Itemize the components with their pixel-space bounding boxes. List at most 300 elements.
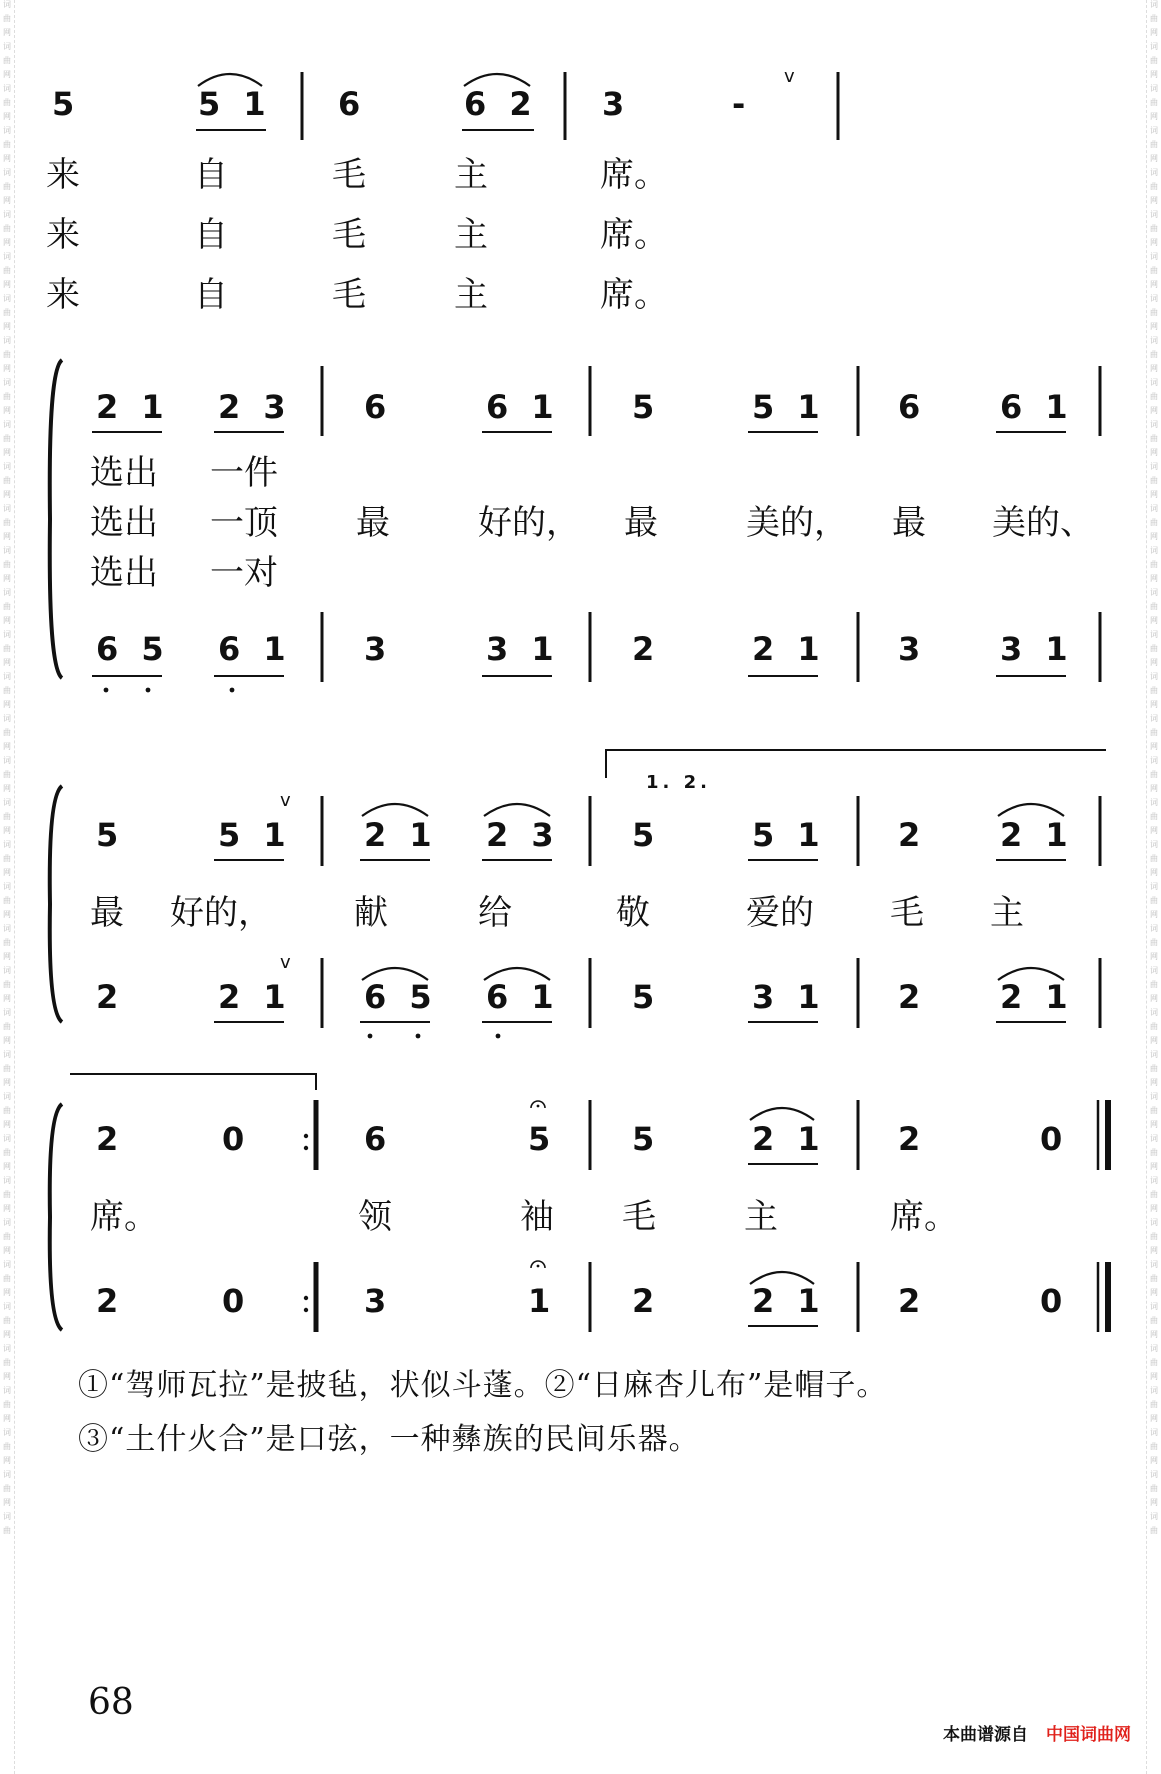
source-credit <box>943 1720 1131 1745</box>
watermark-glyph: 曲 <box>1150 224 1158 233</box>
watermark-glyph: 网 <box>1150 784 1158 793</box>
note: 6 5 <box>364 978 438 1016</box>
watermark-glyph: 网 <box>1150 952 1158 961</box>
watermark-glyph: 网 <box>1150 1120 1158 1129</box>
watermark-glyph: 曲 <box>1150 812 1158 821</box>
slur <box>484 804 550 816</box>
watermark-glyph: 曲 <box>1150 1106 1158 1115</box>
watermark-glyph: 词 <box>3 1092 11 1101</box>
note: 6 5 <box>96 630 170 668</box>
watermark-glyph: 曲 <box>3 518 11 527</box>
slur <box>998 804 1064 816</box>
watermark-glyph: 词 <box>3 1386 11 1395</box>
watermark-glyph: 网 <box>1150 1204 1158 1213</box>
note: 5 <box>528 1120 557 1158</box>
octave-dot <box>146 688 151 693</box>
watermark-glyph: 词 <box>1150 1302 1158 1311</box>
watermark-glyph: 网 <box>3 700 11 709</box>
first-ending-bracket <box>70 1074 316 1090</box>
watermark-glyph: 词 <box>3 1344 11 1353</box>
watermark-glyph: 网 <box>3 1246 11 1255</box>
watermark-glyph: 网 <box>1150 742 1158 751</box>
watermark-glyph: 曲 <box>3 476 11 485</box>
note: 2 1 <box>752 1120 826 1158</box>
watermark-glyph: 词 <box>1150 756 1158 765</box>
watermark-glyph: 曲 <box>1150 1442 1158 1451</box>
watermark-glyph: 网 <box>1150 1456 1158 1465</box>
watermark-glyph: 词 <box>3 882 11 891</box>
note: 5 1 <box>752 388 826 426</box>
watermark-glyph: 词 <box>1150 798 1158 807</box>
lyric: 爱的 <box>746 893 814 933</box>
note: 0 <box>1040 1282 1069 1320</box>
watermark-glyph: 曲 <box>3 896 11 905</box>
lyric: 最 <box>892 503 926 543</box>
watermark-glyph: 词 <box>3 1302 11 1311</box>
lyric: 领 <box>358 1197 392 1237</box>
watermark-glyph: 网 <box>3 826 11 835</box>
watermark-glyph: 网 <box>1150 700 1158 709</box>
watermark-glyph: 网 <box>3 574 11 583</box>
note: 6 <box>898 388 927 426</box>
watermark-glyph: 曲 <box>1150 1526 1158 1535</box>
lyric: 选出 <box>90 553 158 593</box>
watermark-glyph: 词 <box>3 378 11 387</box>
watermark-glyph: 词 <box>3 672 11 681</box>
note: 6 1 <box>1000 388 1074 426</box>
lyric: 给 <box>478 893 512 933</box>
watermark-glyph: 曲 <box>3 434 11 443</box>
watermark-glyph: 曲 <box>1150 266 1158 275</box>
octave-dot <box>368 1034 373 1039</box>
lyric: 席。 <box>600 275 668 315</box>
note: - <box>732 85 752 123</box>
watermark-glyph: 词 <box>1150 336 1158 345</box>
watermark-glyph: 网 <box>1150 406 1158 415</box>
footnote-line-1: ①“驾师瓦拉”是披毡，状似斗蓬。②“日麻杏儿布”是帽子。 <box>78 1368 888 1403</box>
watermark-glyph: 曲 <box>3 1148 11 1157</box>
note: 6 <box>364 388 393 426</box>
watermark-glyph: 词 <box>1150 504 1158 513</box>
watermark-glyph: 网 <box>3 196 11 205</box>
watermark-glyph: 词 <box>3 0 11 9</box>
watermark-glyph: 曲 <box>1150 644 1158 653</box>
volta-label: 1. 2. <box>646 772 711 793</box>
watermark-glyph: 词 <box>3 1512 11 1521</box>
watermark-glyph: 网 <box>1150 1036 1158 1045</box>
system-brace <box>50 1104 62 1330</box>
note: 2 <box>96 978 125 1016</box>
lyric: 毛 <box>622 1197 656 1237</box>
watermark-glyph: 网 <box>3 616 11 625</box>
note: 6 1 <box>486 388 560 426</box>
lyric: 最 <box>624 503 658 543</box>
watermark-glyph: 词 <box>3 966 11 975</box>
watermark-glyph: 词 <box>1150 714 1158 723</box>
watermark-glyph: 词 <box>1150 546 1158 555</box>
watermark-glyph: 曲 <box>3 14 11 23</box>
lyric: 自 <box>194 215 228 255</box>
watermark-glyph: 曲 <box>1150 1400 1158 1409</box>
watermark-glyph: 词 <box>3 840 11 849</box>
note: 6 2 <box>464 85 538 123</box>
watermark-glyph: 曲 <box>3 686 11 695</box>
note: 3 <box>898 630 927 668</box>
note: 6 <box>338 85 367 123</box>
watermark-glyph: 网 <box>1150 1288 1158 1297</box>
note: 3 <box>364 1282 393 1320</box>
watermark-glyph: 曲 <box>1150 518 1158 527</box>
lyric: 选出 <box>90 503 158 543</box>
watermark-glyph: 曲 <box>3 1316 11 1325</box>
lyric: 美的， <box>746 503 848 543</box>
watermark-glyph: 词 <box>3 1134 11 1143</box>
watermark-glyph: 网 <box>1150 112 1158 121</box>
watermark-glyph: 曲 <box>1150 1274 1158 1283</box>
breath-mark: v <box>784 66 795 87</box>
watermark-glyph: 曲 <box>3 1274 11 1283</box>
watermark-glyph: 词 <box>3 1470 11 1479</box>
watermark-glyph: 词 <box>3 126 11 135</box>
watermark-glyph: 词 <box>3 756 11 765</box>
watermark-glyph: 网 <box>3 448 11 457</box>
watermark-glyph: 词 <box>1150 84 1158 93</box>
note: 2 1 <box>1000 978 1074 1016</box>
watermark-glyph: 词 <box>3 1260 11 1269</box>
watermark-glyph: 曲 <box>1150 980 1158 989</box>
watermark-glyph: 曲 <box>1150 308 1158 317</box>
watermark-glyph: 词 <box>1150 1092 1158 1101</box>
lyric: 袖 <box>520 1197 554 1237</box>
watermark-glyph: 网 <box>3 28 11 37</box>
footnote-line-2: ③“土什火合”是口弦，一种彝族的民间乐器。 <box>78 1422 700 1457</box>
lyric: 主 <box>990 893 1024 933</box>
watermark-glyph: 网 <box>1150 1372 1158 1381</box>
watermark-glyph: 网 <box>3 490 11 499</box>
watermark-glyph: 网 <box>3 910 11 919</box>
note: 6 <box>364 1120 393 1158</box>
slur <box>750 1108 814 1120</box>
watermark-glyph: 网 <box>3 1204 11 1213</box>
watermark-glyph: 曲 <box>3 1190 11 1199</box>
note: 5 <box>632 816 661 854</box>
system-brace <box>50 786 62 1022</box>
watermark-glyph: 网 <box>1150 868 1158 877</box>
watermark-glyph: 网 <box>3 154 11 163</box>
watermark-glyph: 网 <box>1150 280 1158 289</box>
watermark-glyph: 词 <box>1150 252 1158 261</box>
lyric: 主 <box>454 275 488 315</box>
watermark-glyph: 词 <box>3 504 11 513</box>
watermark-glyph: 词 <box>3 714 11 723</box>
watermark-glyph: 词 <box>1150 672 1158 681</box>
note: 2 1 <box>752 630 826 668</box>
note: 5 <box>632 388 661 426</box>
watermark-glyph: 曲 <box>3 224 11 233</box>
note: 2 1 <box>218 978 292 1016</box>
watermark-glyph: 网 <box>3 1330 11 1339</box>
watermark-glyph: 词 <box>3 84 11 93</box>
watermark-glyph: 词 <box>1150 588 1158 597</box>
watermark-glyph: 词 <box>3 168 11 177</box>
watermark-glyph: 网 <box>1150 1162 1158 1171</box>
watermark-glyph: 词 <box>3 1176 11 1185</box>
watermark-glyph: 网 <box>3 742 11 751</box>
watermark-glyph: 网 <box>1150 448 1158 457</box>
watermark-glyph: 网 <box>3 1372 11 1381</box>
system-brace <box>50 360 62 678</box>
lyric: 好的， <box>170 893 272 933</box>
watermark-glyph: 网 <box>3 1162 11 1171</box>
watermark-glyph: 网 <box>3 1456 11 1465</box>
note: 5 1 <box>752 816 826 854</box>
watermark-glyph: 词 <box>3 420 11 429</box>
watermark-glyph: 曲 <box>1150 896 1158 905</box>
watermark-glyph: 词 <box>3 252 11 261</box>
watermark-glyph: 曲 <box>3 56 11 65</box>
watermark-glyph: 曲 <box>1150 854 1158 863</box>
watermark-glyph: 词 <box>1150 1134 1158 1143</box>
octave-dot <box>104 688 109 693</box>
watermark-glyph: 曲 <box>1150 686 1158 695</box>
watermark-glyph: 网 <box>3 994 11 1003</box>
watermark-glyph: 网 <box>3 1288 11 1297</box>
octave-dot <box>230 688 235 693</box>
watermark-glyph: 网 <box>3 532 11 541</box>
watermark-glyph: 网 <box>3 238 11 247</box>
note: 2 <box>898 816 927 854</box>
watermark-glyph: 词 <box>1150 1428 1158 1437</box>
watermark-glyph: 曲 <box>3 644 11 653</box>
lyric: 席。 <box>600 215 668 255</box>
note: 3 1 <box>752 978 826 1016</box>
lyric: 一件 <box>210 453 278 493</box>
watermark-glyph: 曲 <box>1150 56 1158 65</box>
watermark-glyph: 曲 <box>1150 728 1158 737</box>
note: 6 1 <box>486 978 560 1016</box>
watermark-glyph: 词 <box>1150 168 1158 177</box>
watermark-glyph: 词 <box>1150 294 1158 303</box>
note: 2 3 <box>218 388 292 426</box>
watermark-glyph: 曲 <box>3 1400 11 1409</box>
watermark-glyph: 曲 <box>1150 1148 1158 1157</box>
lyric: 美的、 <box>992 503 1094 543</box>
watermark-glyph: 网 <box>1150 1330 1158 1339</box>
watermark-glyph: 曲 <box>3 602 11 611</box>
note: 2 <box>898 978 927 1016</box>
watermark-glyph: 词 <box>3 924 11 933</box>
note: 2 1 <box>96 388 170 426</box>
note: 5 1 <box>198 85 272 123</box>
watermark-glyph: 曲 <box>1150 1358 1158 1367</box>
note: 3 <box>602 85 631 123</box>
watermark-glyph: 词 <box>3 630 11 639</box>
watermark-glyph: 词 <box>3 1428 11 1437</box>
lyric: 最 <box>356 503 390 543</box>
watermark-glyph: 网 <box>1150 1498 1158 1507</box>
note: 5 <box>96 816 125 854</box>
watermark-glyph: 网 <box>3 1498 11 1507</box>
lyric: 毛 <box>332 275 366 315</box>
watermark-glyph: 曲 <box>3 1064 11 1073</box>
fermata-dot <box>537 1265 540 1268</box>
watermark-glyph: 词 <box>1150 1512 1158 1521</box>
watermark-glyph: 网 <box>3 658 11 667</box>
watermark-glyph: 网 <box>1150 490 1158 499</box>
watermark-glyph: 曲 <box>3 98 11 107</box>
repeat-dot <box>304 1146 308 1150</box>
note: 2 <box>898 1282 927 1320</box>
watermark-glyph: 词 <box>3 210 11 219</box>
watermark-glyph: 曲 <box>1150 434 1158 443</box>
repeat-dot <box>304 1134 308 1138</box>
lyric: 来 <box>46 155 80 195</box>
note: 5 <box>632 978 661 1016</box>
watermark-glyph: 词 <box>3 1008 11 1017</box>
watermark-glyph: 曲 <box>1150 560 1158 569</box>
watermark-glyph: 曲 <box>3 266 11 275</box>
source-site: 中国词曲网 <box>1046 1725 1131 1745</box>
watermark-glyph: 网 <box>3 112 11 121</box>
watermark-glyph: 词 <box>3 1218 11 1227</box>
watermark-glyph: 曲 <box>3 1484 11 1493</box>
watermark-glyph: 曲 <box>3 560 11 569</box>
watermark-glyph: 曲 <box>1150 1316 1158 1325</box>
watermark-glyph: 网 <box>1150 154 1158 163</box>
watermark-glyph: 词 <box>3 336 11 345</box>
watermark-glyph: 词 <box>1150 1470 1158 1479</box>
watermark-glyph: 曲 <box>1150 14 1158 23</box>
note: 5 1 <box>218 816 292 854</box>
note: 6 1 <box>218 630 292 668</box>
watermark-glyph: 曲 <box>3 140 11 149</box>
watermark-glyph: 网 <box>1150 910 1158 919</box>
lyric: 好的， <box>478 503 580 543</box>
watermark-glyph: 词 <box>1150 882 1158 891</box>
lyric: 自 <box>194 155 228 195</box>
lyric: 自 <box>194 275 228 315</box>
watermark-glyph: 网 <box>1150 70 1158 79</box>
note: 2 1 <box>364 816 438 854</box>
watermark-glyph: 曲 <box>3 1106 11 1115</box>
note: 5 <box>632 1120 661 1158</box>
watermark-glyph: 网 <box>3 868 11 877</box>
note: 3 1 <box>1000 630 1074 668</box>
watermark-glyph: 词 <box>1150 966 1158 975</box>
fermata-dot <box>537 1105 540 1108</box>
watermark-glyph: 曲 <box>3 980 11 989</box>
watermark-glyph: 网 <box>3 1120 11 1129</box>
watermark-glyph: 词 <box>1150 1176 1158 1185</box>
lyric: 最 <box>90 893 124 933</box>
watermark-glyph: 网 <box>1150 574 1158 583</box>
watermark-glyph: 词 <box>3 42 11 51</box>
watermark-glyph: 网 <box>3 1036 11 1045</box>
watermark-glyph: 网 <box>1150 532 1158 541</box>
note: 2 <box>96 1282 125 1320</box>
watermark-glyph: 词 <box>1150 126 1158 135</box>
note: 2 1 <box>752 1282 826 1320</box>
note: 2 <box>632 630 661 668</box>
watermark-glyph: 词 <box>1150 630 1158 639</box>
watermark-glyph: 网 <box>3 70 11 79</box>
watermark-glyph: 网 <box>1150 196 1158 205</box>
watermark-glyph: 网 <box>3 1078 11 1087</box>
page-number: 68 <box>88 1682 134 1723</box>
note: 5 <box>52 85 81 123</box>
note: 0 <box>1040 1120 1069 1158</box>
note: 2 <box>632 1282 661 1320</box>
watermark-glyph: 曲 <box>3 1022 11 1031</box>
watermark-glyph: 网 <box>1150 1414 1158 1423</box>
watermark-glyph: 曲 <box>1150 1190 1158 1199</box>
note: 3 1 <box>486 630 560 668</box>
lyric: 一对 <box>210 553 278 593</box>
watermark-glyph: 曲 <box>1150 1064 1158 1073</box>
lyric: 主 <box>454 215 488 255</box>
watermark-glyph: 词 <box>1150 1260 1158 1269</box>
slur <box>362 804 428 816</box>
watermark-glyph: 曲 <box>1150 1484 1158 1493</box>
lyric: 敬 <box>616 893 650 933</box>
watermark-glyph: 曲 <box>3 182 11 191</box>
watermark-glyph: 曲 <box>1150 770 1158 779</box>
lyric: 席。 <box>600 155 668 195</box>
watermark-glyph: 词 <box>1150 42 1158 51</box>
note: 2 <box>898 1120 927 1158</box>
lyric: 来 <box>46 215 80 255</box>
note: 2 1 <box>1000 816 1074 854</box>
watermark-glyph: 词 <box>1150 420 1158 429</box>
watermark-glyph: 网 <box>1150 994 1158 1003</box>
watermark-glyph: 词 <box>1150 1008 1158 1017</box>
watermark-glyph: 曲 <box>1150 602 1158 611</box>
watermark-glyph: 曲 <box>3 770 11 779</box>
watermark-glyph: 网 <box>1150 658 1158 667</box>
watermark-glyph: 网 <box>1150 1246 1158 1255</box>
watermark-glyph: 网 <box>1150 1078 1158 1087</box>
watermark-glyph: 词 <box>3 294 11 303</box>
watermark-glyph: 网 <box>3 784 11 793</box>
lyric: 选出 <box>90 453 158 493</box>
watermark-glyph: 词 <box>1150 1050 1158 1059</box>
watermark-glyph: 曲 <box>3 812 11 821</box>
note: 3 <box>364 630 393 668</box>
watermark-glyph: 词 <box>3 462 11 471</box>
watermark-glyph: 词 <box>1150 1386 1158 1395</box>
watermark-glyph: 网 <box>3 364 11 373</box>
note: 2 <box>96 1120 125 1158</box>
watermark-glyph: 曲 <box>1150 476 1158 485</box>
watermark-glyph: 网 <box>3 280 11 289</box>
watermark-glyph: 网 <box>1150 322 1158 331</box>
watermark-glyph: 曲 <box>3 728 11 737</box>
watermark-glyph: 曲 <box>1150 140 1158 149</box>
lyric: 席。 <box>890 1197 958 1237</box>
watermark-glyph: 词 <box>3 546 11 555</box>
lyric: 一顶 <box>210 503 278 543</box>
note: 2 3 <box>486 816 560 854</box>
source-label: 本曲谱源自 <box>943 1725 1028 1745</box>
watermark-glyph: 网 <box>1150 616 1158 625</box>
note: 0 <box>222 1282 251 1320</box>
lyric: 来 <box>46 275 80 315</box>
watermark-glyph: 词 <box>1150 840 1158 849</box>
watermark-glyph: 网 <box>3 322 11 331</box>
watermark-glyph: 曲 <box>1150 350 1158 359</box>
lyric: 席。 <box>90 1197 158 1237</box>
watermark-glyph: 词 <box>1150 462 1158 471</box>
